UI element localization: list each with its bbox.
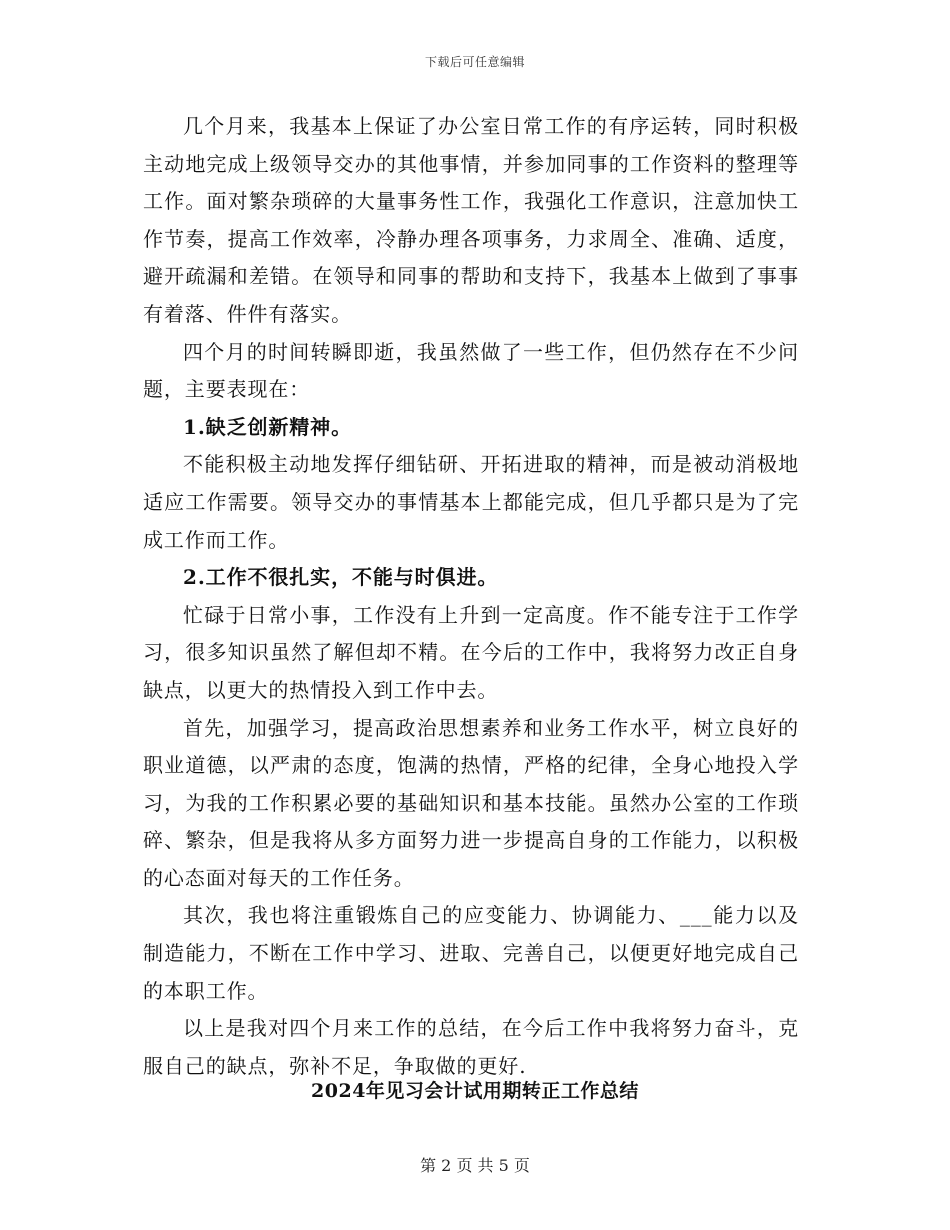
next-document-title: 2024年见习会计试用期转正工作总结 [311,1080,639,1102]
paragraph-not-solid-work: 忙碌于日常小事，工作没有上升到一定高度。作不能专注于工作学习，很多知识虽然了解但却不精。在今后的工作中，我将努力改正自身缺点，以更大的热情投入到工作中去。 [143,602,799,702]
heading-lack-of-innovation: 1.缺乏创新精神。 [183,414,352,439]
paragraph-work-summary: 几个月来，我基本上保证了办公室日常工作的有序运转，同时积极主动地完成上级领导交办的其他事情，并参加同事的工作资料的整理等工作。面对繁杂琐碎的大量事务性工作，我强化工作意识，注意加快工作节奏，提高工作效率，冷静办理各项事务，力求周全、准确、适度，避开疏漏和差错。在领导和同事的帮助和支持下，我基本上做到了事事有着落、件件有落实。 [143,114,799,326]
paragraph-conclusion: 以上是我对四个月来工作的总结，在今后工作中我将努力奋斗，克服自己的缺点，弥补不足，争取做的更好. [143,1016,799,1078]
heading-not-solid-work: 2.工作不很扎实，不能与时俱进。 [183,565,499,590]
page-number-footer: 第 2 页 共 5 页 [420,1156,530,1175]
paragraph-problems-intro: 四个月的时间转瞬即逝，我虽然做了一些工作，但仍然存在不少问题，主要表现在： [143,339,799,402]
paragraph-first-plan: 首先，加强学习，提高政治思想素养和业务工作水平，树立良好的职业道德，以严肃的态度，饱满的热情，严格的纪律，全身心地投入学习，为我的工作积累必要的基础知识和基本技能。虽然办公室的工作琐碎、繁杂，但是我将从多方面努力进一步提高自身的工作能力，以积极的心态面对每天的工作任务。 [143,715,799,890]
document-body [143,108,799,1085]
paragraph-lack-of-innovation: 不能积极主动地发挥仔细钻研、开拓进取的精神，而是被动消极地适应工作需要。领导交办的事情基本上都能完成，但几乎都只是为了完成工作而工作。 [143,452,799,552]
paragraph-second-plan: 其次，我也将注重锻炼自己的应变能力、协调能力、___能力以及制造能力，不断在工作中学习、进取、完善自己，以便更好地完成自己的本职工作。 [143,903,799,1003]
page-header-note: 下载后可任意编辑 [424,55,525,69]
